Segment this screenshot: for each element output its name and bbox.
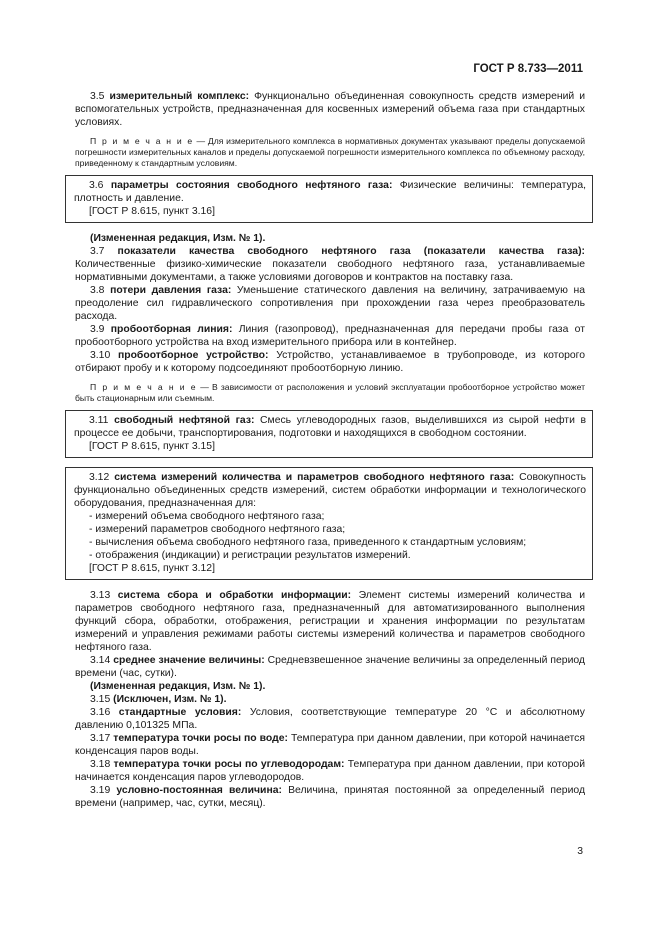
note-text: — В зависимости от расположения и условий эксплуатации пробоотборное устройство может быть стационарным или съемным. bbox=[75, 382, 586, 403]
clause-reference: [ГОСТ Р 8.615, пункт 3.15] bbox=[89, 441, 215, 452]
note-text: — Для измерительного комплекса в нормативных документах указывают пределы допускаемой погрешности измерительных каналов и пределы допускаемой погрешности измерительного комплекса по объемному расходу, приведенному к стандартным условиям. bbox=[75, 136, 585, 168]
clause-3-15 bbox=[75, 693, 585, 706]
clause-3-17 bbox=[75, 732, 585, 758]
clause-3-8 bbox=[75, 284, 585, 323]
clause-number: 3.12 bbox=[89, 472, 110, 483]
clause-number: 3.16 bbox=[90, 707, 111, 718]
clause-3-16 bbox=[75, 706, 585, 732]
clause-number: 3.7 bbox=[90, 246, 105, 257]
clause-term: свободный нефтяной газ: bbox=[114, 415, 255, 426]
boxed-clause-3-6 bbox=[65, 175, 593, 223]
clause-definition: Смесь углеводородных газов, выделившихся из сырой нефти в процессе ее добычи, транспортирования, подготовки и находящихся в свободном состоянии. bbox=[74, 415, 586, 439]
amendment-note bbox=[75, 232, 585, 245]
clause-definition: Элемент системы измерений количества и параметров свободного нефтяного газа, предназначенный для автоматизированного выполнения функций сбора, обработки, отображения, регистрации и хранения информации по результатам измерений и управления режимами работы системы измерений количества и параметров свободного нефтяного газа. bbox=[75, 590, 586, 653]
clause-number: 3.13 bbox=[90, 590, 111, 601]
note-label: П р и м е ч а н и е bbox=[90, 382, 198, 392]
clause-definition: Физические величины: температура, плотность и давление. bbox=[74, 180, 586, 204]
clause-term: температура точки росы по воде: bbox=[113, 733, 288, 744]
clause-definition: Совокупность функционально объединенных средств измерений, систем обработки информации и технологического оборудования, предназначенная для: bbox=[74, 472, 586, 509]
clause-term: пробоотборная линия: bbox=[110, 324, 233, 335]
page-number: 3 bbox=[577, 846, 583, 857]
clause-definition: Температура при данном давлении, при которой начинается конденсация паров углеводородов. bbox=[75, 759, 585, 783]
clause-number: 3.17 bbox=[90, 733, 111, 744]
clause-term: стандартные условия: bbox=[118, 707, 242, 718]
clause-3-10 bbox=[75, 349, 585, 375]
list-item: - отображения (индикации) и регистрации результатов измерений. bbox=[89, 550, 411, 561]
clause-3-14 bbox=[75, 654, 585, 680]
clause-number: 3.15 bbox=[90, 694, 111, 705]
clause-term: температура точки росы по углеводородам: bbox=[113, 759, 345, 770]
clause-number: 3.9 bbox=[90, 324, 105, 335]
clause-reference: [ГОСТ Р 8.615, пункт 3.16] bbox=[89, 206, 215, 217]
clause-term: система сбора и обработки информации: bbox=[117, 590, 352, 601]
clause-definition: Функционально объединенная совокупность средств измерений и вспомогательных устройств, предназначенная для косвенных измерений объема газа при стандартных условиях. bbox=[75, 91, 585, 128]
amendment-text: (Измененная редакция, Изм. № 1). bbox=[90, 681, 266, 692]
clause-term: показатели качества свободного нефтяного газа (показатели качества газа): bbox=[117, 246, 586, 257]
clause-term: система измерений количества и параметров свободного нефтяного газа: bbox=[114, 472, 515, 483]
boxed-clause-3-11 bbox=[65, 410, 593, 458]
clause-number: 3.6 bbox=[89, 180, 104, 191]
clause-3-19 bbox=[75, 784, 585, 810]
list-item: - измерений объема свободного нефтяного газа; bbox=[89, 511, 325, 522]
clause-definition: Линия (газопровод), предназначенная для передачи пробы газа от пробоотборного устройства на вход измерительного прибора или в контейнер. bbox=[75, 324, 585, 348]
clause-definition: Количественные физико-химические показатели свободного нефтяного газа, устанавливаемые нормативными документами, а также условиями договоров и контрактов на поставку газа. bbox=[75, 259, 585, 283]
clause-definition: Температура при данном давлении, при которой начинается конденсация паров воды. bbox=[75, 733, 585, 757]
clause-reference: [ГОСТ Р 8.615, пункт 3.12] bbox=[89, 563, 215, 574]
clause-3-11 bbox=[74, 414, 586, 440]
clause-3-7 bbox=[75, 245, 585, 284]
clause-definition: Величина, принятая постоянной за определенный период времени (например, час, сутки, месяц). bbox=[75, 785, 586, 809]
clause-3-18 bbox=[75, 758, 585, 784]
list-item: - вычисления объема свободного нефтяного газа, приведенного к стандартным условиям; bbox=[89, 537, 527, 548]
clause-3-6 bbox=[74, 179, 586, 205]
clause-term: условно-постоянная величина: bbox=[116, 785, 282, 796]
clause-definition: Уменьшение статического давления на величину, затрачиваемую на преодоление сил гидравлического сопротивления при прохождении газа через преобразователь расхода. bbox=[75, 285, 585, 322]
clause-number: 3.10 bbox=[90, 350, 111, 361]
clause-term: (Исключен, Изм. № 1). bbox=[113, 694, 227, 705]
clause-definition: Средневзвешенное значение величины за определенный период времени (час, сутки). bbox=[75, 655, 585, 679]
page-header-standard-number: ГОСТ Р 8.733—2011 bbox=[473, 63, 583, 75]
clause-term: потери давления газа: bbox=[110, 285, 232, 296]
clause-3-5 bbox=[75, 90, 585, 129]
clause-term: среднее значение величины: bbox=[113, 655, 265, 666]
list-item: - измерений параметров свободного нефтяного газа; bbox=[89, 524, 346, 535]
clause-number: 3.8 bbox=[90, 285, 105, 296]
clause-definition: Устройство, устанавливаемое в трубопроводе, из которого отбирают пробу и к которому подсоединяют пробоотборную линию. bbox=[75, 350, 585, 374]
clause-definition: Условия, соответствующие температуре 20 °С и абсолютному давлению 0,101325 МПа. bbox=[75, 707, 586, 731]
clause-term: пробоотборное устройство: bbox=[117, 350, 269, 361]
clause-number: 3.18 bbox=[90, 759, 111, 770]
clause-term: параметры состояния свободного нефтяного газа: bbox=[110, 180, 393, 191]
amendment-note bbox=[75, 680, 585, 693]
note-3-5 bbox=[75, 136, 585, 169]
clause-3-13 bbox=[75, 589, 585, 654]
note-label: П р и м е ч а н и е bbox=[90, 136, 194, 146]
clause-number: 3.11 bbox=[89, 415, 109, 426]
clause-term: измерительный комплекс: bbox=[109, 91, 250, 102]
clause-number: 3.5 bbox=[90, 91, 105, 102]
clause-number: 3.19 bbox=[90, 785, 111, 796]
note-3-10 bbox=[75, 382, 585, 404]
clause-3-9 bbox=[75, 323, 585, 349]
document-body bbox=[75, 90, 585, 810]
boxed-clause-3-12 bbox=[65, 467, 593, 580]
clause-number: 3.14 bbox=[90, 655, 111, 666]
amendment-text: (Измененная редакция, Изм. № 1). bbox=[90, 233, 266, 244]
clause-3-12 bbox=[74, 471, 586, 510]
